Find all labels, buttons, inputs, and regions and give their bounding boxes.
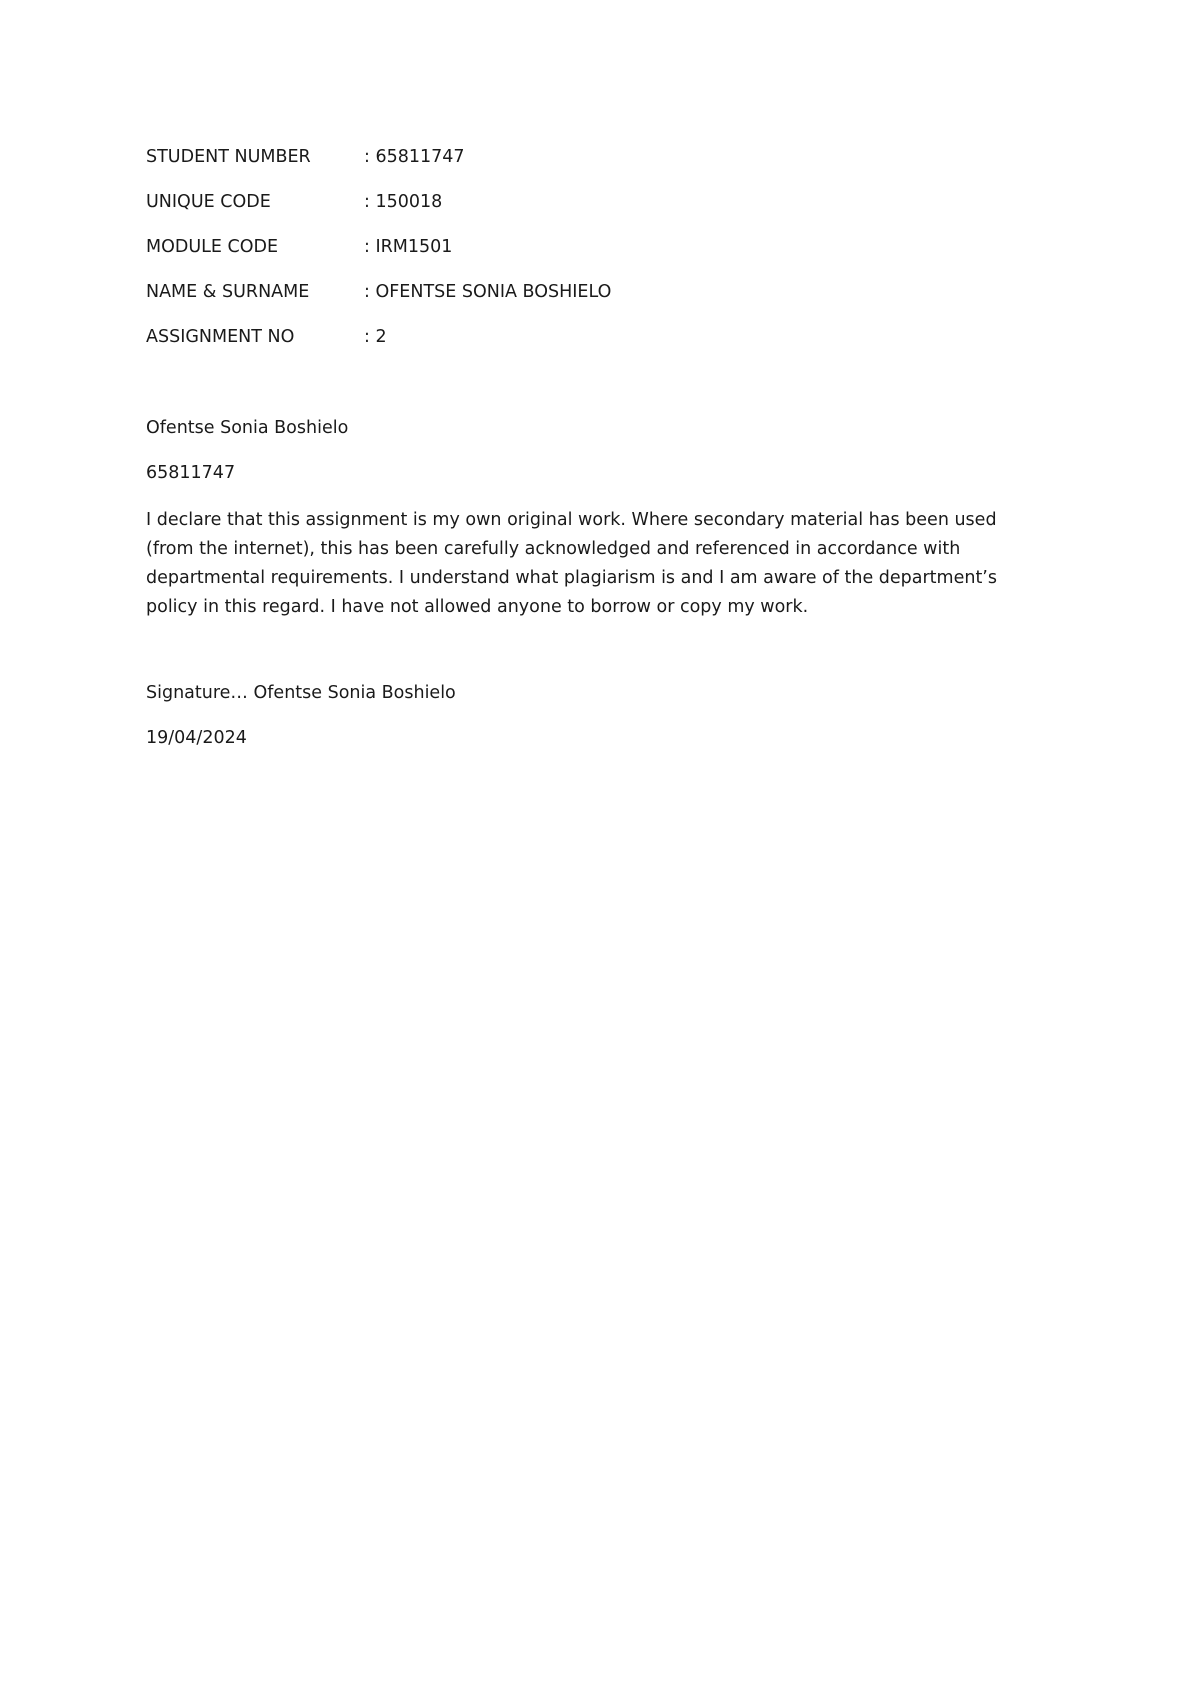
unique-code-label: UNIQUE CODE <box>146 192 271 212</box>
declaration-student-name: Ofentse Sonia Boshielo <box>146 418 349 438</box>
student-number-row <box>146 146 1046 191</box>
declaration-paragraph: I declare that this assignment is my own original work. Where secondary material has been used (from the internet), this has been carefully acknowledged and referenced in accordance with departmental requirements. I understand what plagiarism is and I am aware of the department’s policy in this regard. I have not allowed anyone to borrow or copy my work. <box>146 510 997 617</box>
name-surname-value: : OFENTSE SONIA BOSHIELO <box>364 282 612 302</box>
assignment-no-label: ASSIGNMENT NO <box>146 327 295 347</box>
unique-code-row <box>146 191 1046 236</box>
declaration-date: 19/04/2024 <box>146 728 247 748</box>
assignment-no-row <box>146 326 1046 371</box>
declaration-student-number: 65811747 <box>146 463 236 483</box>
module-code-label: MODULE CODE <box>146 237 279 257</box>
name-surname-label: NAME & SURNAME <box>146 282 310 302</box>
module-code-row <box>146 236 1046 281</box>
signature-line: Signature… Ofentse Sonia Boshielo <box>146 683 456 703</box>
document-content <box>146 146 1046 749</box>
name-surname-row <box>146 281 1046 326</box>
cover-info-block <box>146 146 1046 371</box>
module-code-value: : IRM1501 <box>364 237 453 257</box>
student-number-label: STUDENT NUMBER <box>146 147 311 167</box>
student-number-value: : 65811747 <box>364 147 465 167</box>
unique-code-value: : 150018 <box>364 192 443 212</box>
assignment-no-value: : 2 <box>364 327 387 347</box>
